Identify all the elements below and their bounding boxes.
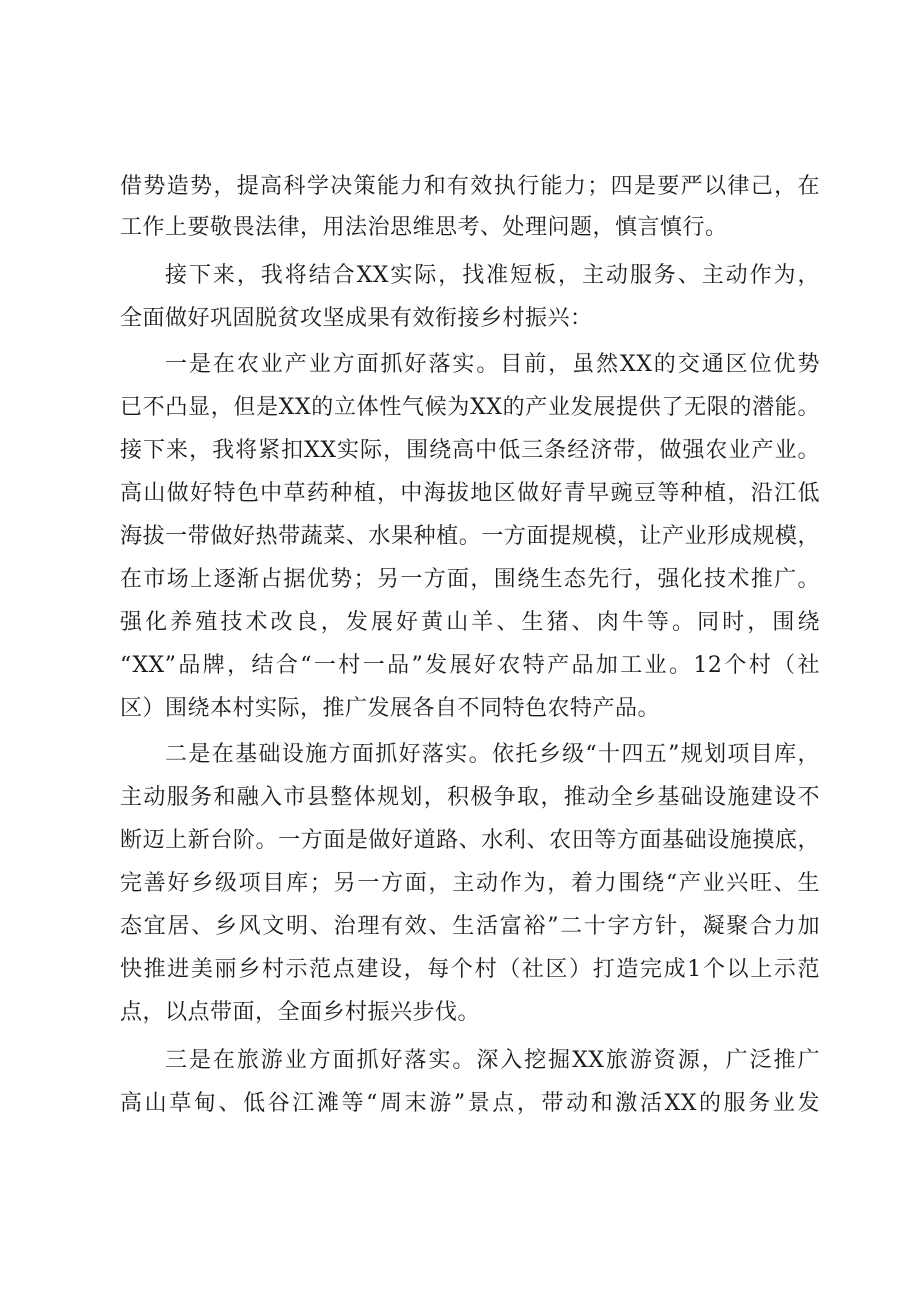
text-line: 断迈上新台阶。一方面是做好道路、水利、农田等方面基础设施摸底， (120, 828, 820, 853)
text-line: 高山做好特色中草药种植，中海拔地区做好青早豌豆等种植，沿江低 (120, 481, 820, 506)
text-line: 强化养殖技术改良，发展好黄山羊、生猪、肉牛等。同时，围绕 (120, 610, 820, 635)
text-line: 借势造势，提高科学决策能力和有效执行能力；四是要严以律己，在 (120, 174, 820, 199)
text-line: 完善好乡级项目库；另一方面，主动作为，着力围绕“产业兴旺、生 (120, 871, 820, 896)
text-line: 接下来，我将紧扣XX实际，围绕高中低三条经济带，做强农业产业。 (120, 438, 820, 463)
text-line: 已不凸显，但是XX的立体性气候为XX的产业发展提供了无限的潜能。 (120, 395, 820, 420)
text-line: 主动服务和融入市县整体规划，积极争取，推动全乡基础设施建设不 (120, 785, 820, 810)
text-line: 快推进美丽乡村示范点建设，每个村（社区）打造完成1个以上示范 (120, 957, 820, 982)
text-line: 全面做好巩固脱贫攻坚成果有效衔接乡村振兴： (120, 306, 593, 331)
text-line: 点，以点带面，全面乡村振兴步伐。 (120, 1000, 481, 1025)
text-line: 三是在旅游业方面抓好落实。深入挖掘XX旅游资源，广泛推广 (165, 1048, 820, 1073)
text-line: 工作上要敬畏法律，用法治思维思考、处理问题，慎言慎行。 (120, 215, 728, 240)
text-line: 区）围绕本村实际，推广发展各自不同特色农特产品。 (120, 696, 661, 721)
text-line: 在市场上逐渐占据优势；另一方面，围绕生态先行，强化技术推广。 (120, 567, 820, 592)
text-line: “XX”品牌，结合“一村一品”发展好农特产品加工业。12个村（社 (120, 653, 820, 678)
text-line: 一是在农业产业方面抓好落实。目前，虽然XX的交通区位优势 (165, 352, 820, 377)
text-line: 接下来，我将结合XX实际，找准短板，主动服务、主动作为， (165, 263, 820, 288)
text-line: 态宜居、乡风文明、治理有效、生活富裕”二十字方针，凝聚合力加 (120, 914, 820, 939)
text-line: 海拔一带做好热带蔬菜、水果种植。一方面提规模，让产业形成规模， (120, 524, 820, 549)
text-line: 二是在基础设施方面抓好落实。依托乡级“十四五”规划项目库， (165, 742, 820, 767)
text-line: 高山草甸、低谷江滩等“周末游”景点，带动和激活XX的服务业发 (120, 1091, 820, 1116)
